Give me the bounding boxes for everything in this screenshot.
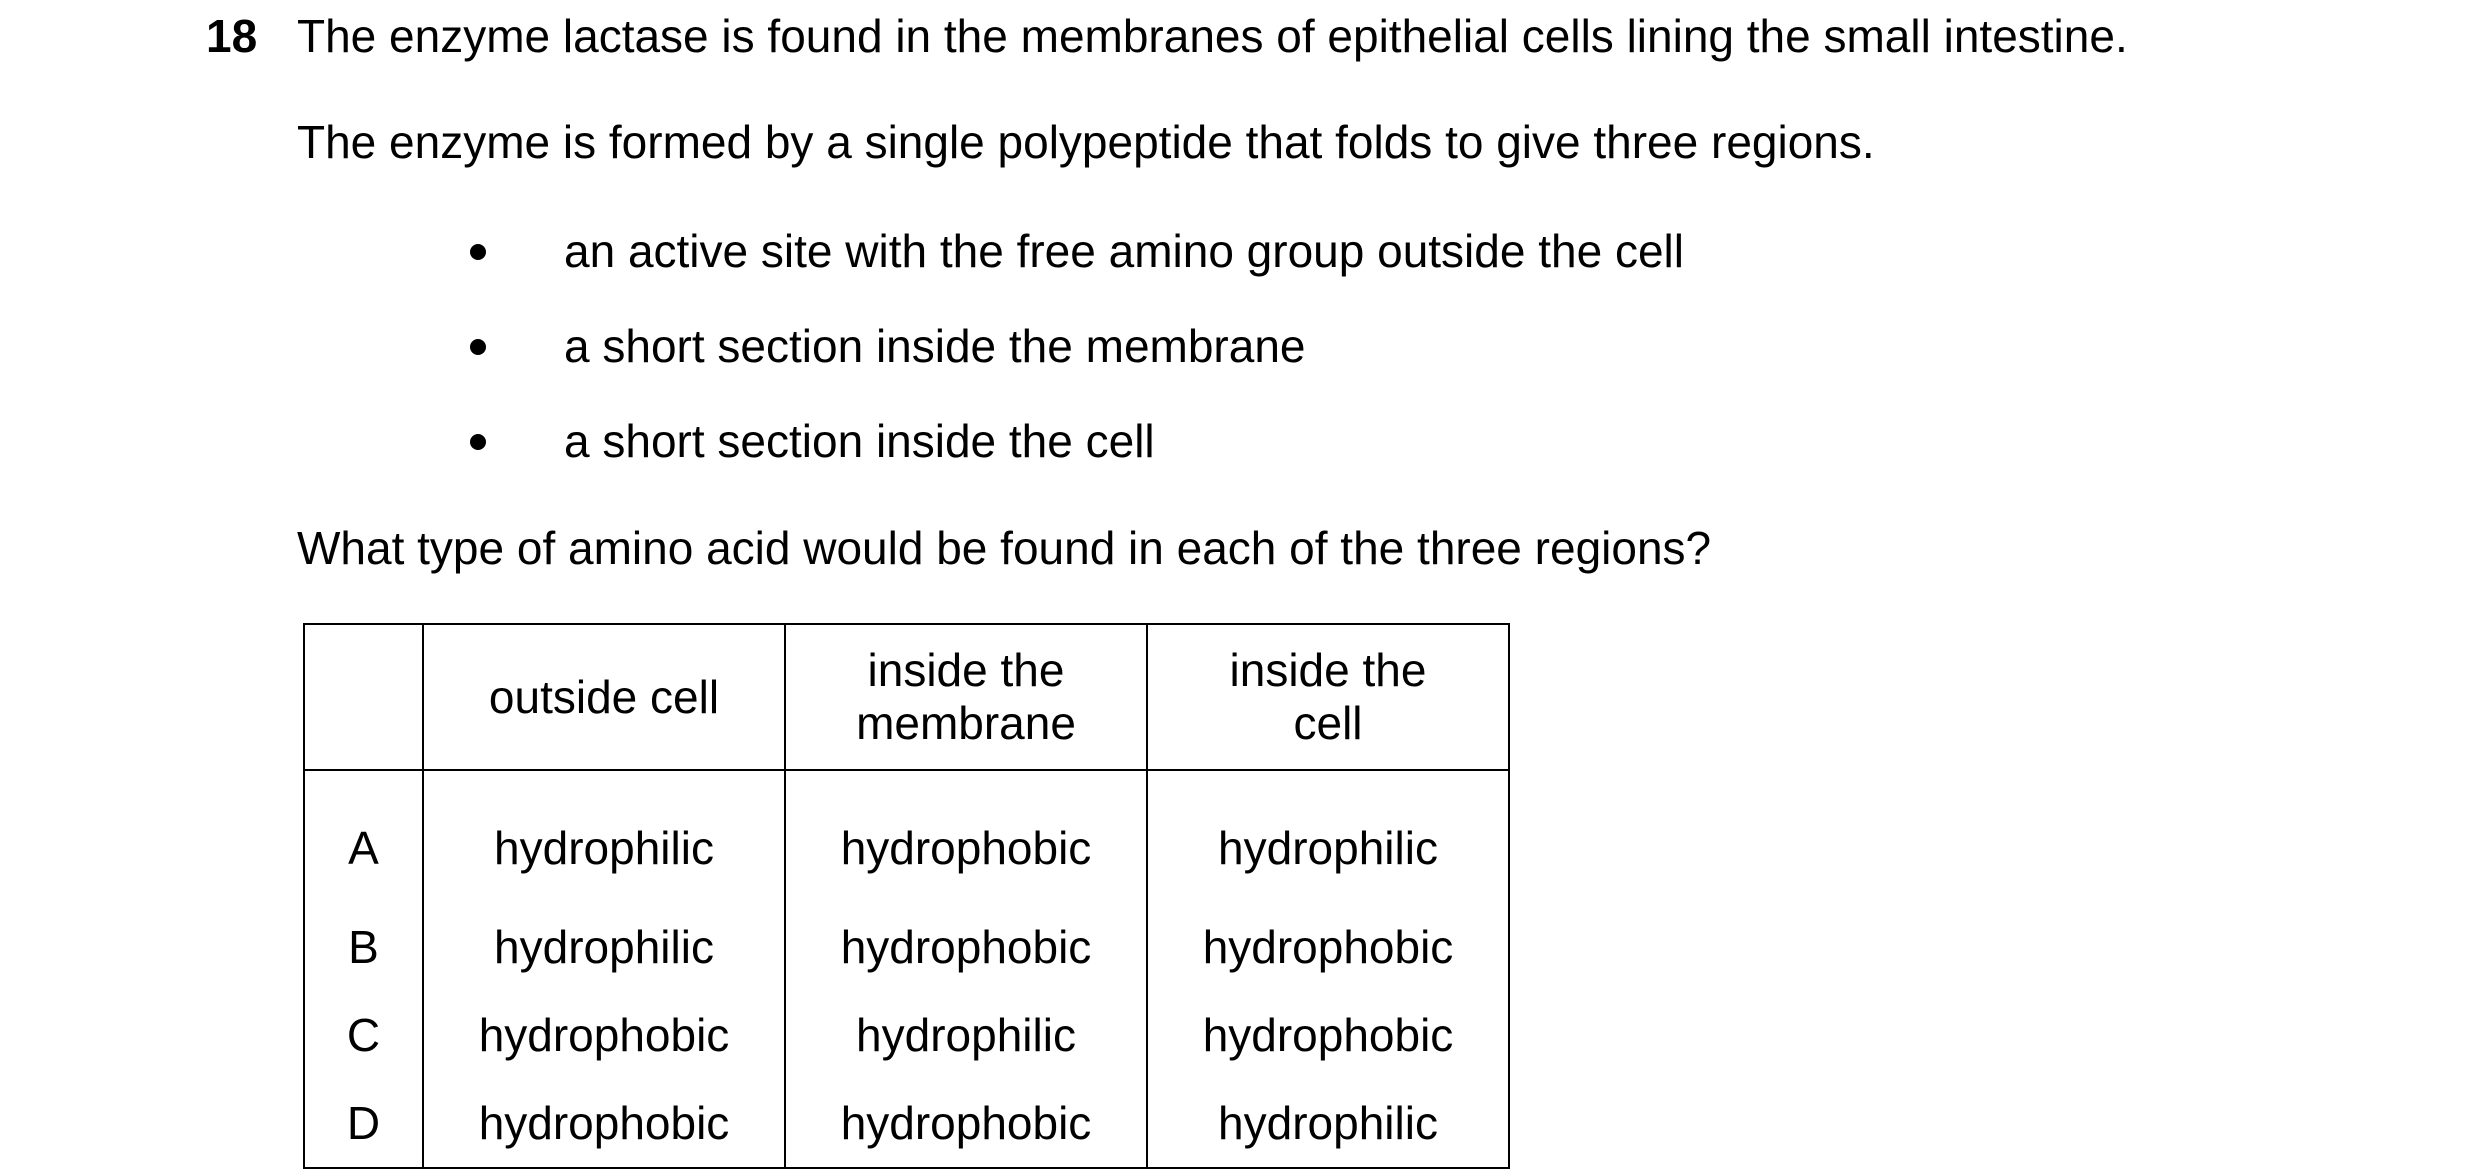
bullet-text: a short section inside the cell — [564, 415, 1155, 467]
option-letter: B — [304, 903, 423, 991]
table-row-d — [304, 1079, 1509, 1168]
header-line: inside the — [867, 644, 1065, 696]
cell-membrane: hydrophilic — [785, 991, 1147, 1079]
header-outside-cell — [423, 624, 785, 770]
cell-outside: hydrophobic — [423, 1079, 785, 1168]
question-prompt: What type of amino acid would be found in each of the three regions? — [297, 522, 1712, 574]
cell-inside: hydrophilic — [1147, 1079, 1509, 1168]
cell-membrane: hydrophobic — [785, 903, 1147, 991]
bullet-icon — [470, 339, 486, 355]
option-letter: C — [304, 991, 423, 1079]
question-intro: The enzyme lactase is found in the membranes of epithelial cells lining the small intestine. — [297, 10, 2128, 62]
header-option-column — [304, 624, 423, 770]
table-row-c — [304, 991, 1509, 1079]
answer-table — [303, 623, 1510, 1169]
table-row-b — [304, 903, 1509, 991]
header-inside-cell — [1147, 624, 1509, 770]
bullet-icon — [470, 434, 486, 450]
header-inside-membrane — [785, 624, 1147, 770]
cell-inside: hydrophobic — [1147, 903, 1509, 991]
question-number: 18 — [206, 10, 258, 62]
cell-outside: hydrophilic — [423, 770, 785, 903]
cell-inside: hydrophobic — [1147, 991, 1509, 1079]
bullet-text: an active site with the free amino group outside the cell — [564, 225, 1684, 277]
cell-membrane: hydrophobic — [785, 770, 1147, 903]
option-letter: A — [304, 770, 423, 903]
cell-membrane: hydrophobic — [785, 1079, 1147, 1168]
option-letter: D — [304, 1079, 423, 1168]
cell-outside: hydrophilic — [423, 903, 785, 991]
bullet-text: a short section inside the membrane — [564, 320, 1306, 372]
table-row-a — [304, 770, 1509, 903]
cell-inside: hydrophilic — [1147, 770, 1509, 903]
header-line: outside cell — [488, 670, 720, 723]
header-line: membrane — [856, 697, 1076, 749]
cell-outside: hydrophobic — [423, 991, 785, 1079]
header-line: cell — [1293, 697, 1363, 749]
header-line: inside the — [1229, 644, 1427, 696]
bullet-icon — [470, 244, 486, 260]
question-statement: The enzyme is formed by a single polypeptide that folds to give three regions. — [297, 116, 1875, 168]
table-header-row — [304, 624, 1509, 770]
